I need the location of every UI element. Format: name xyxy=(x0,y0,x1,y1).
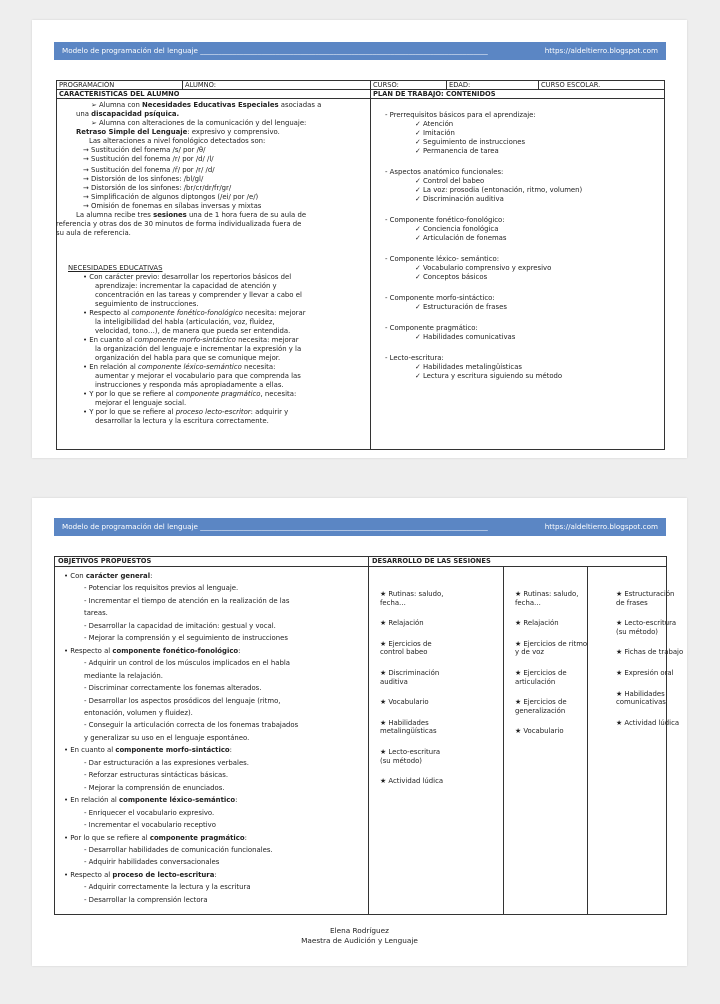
session-item: ★ Actividad lúdica xyxy=(616,718,680,727)
session-item: ★ Rutinas: saludo, fecha… xyxy=(515,590,579,607)
alteracion-item: → Sustitución del fonema /ř/ por /r/ /d/ xyxy=(83,166,215,174)
session-column-2 xyxy=(515,590,587,736)
session-item: ★ Vocabulario xyxy=(380,698,429,707)
page-1 xyxy=(32,20,687,458)
curso-field[interactable]: CURSO: xyxy=(373,81,399,89)
necesidades-educativas: NECESIDADES EDUCATIVAS • Con carácter previo: desarrollar los repertorios básicos del aprendizaje: incrementar la capacidad de atención y concentración en las tareas y comprender y llevar a cabo el seguimiento de instrucciones. • Respecto al componente fonético-fonológico necesita: mejorar la inteligibilidad del habla (articulación, voz, fluidez, velocidad, tono…), de manera que pueda ser entendida. • En cuanto al componente morfo-sintáctico necesita: mejorar la organización del lenguaje e incrementar la expresión y la organización del habla para que se comunique mejor. • En relación al componente léxico-semántico necesita: aumentar y mejorar el vocabulario para que comprenda las instrucciones y responda más apropiadamente a ellas. • Y por lo que se refiere al componente pragmático, necesita: mejorar el lenguaje social. • Y por lo que se refiere al proceso lecto-escritor: adquirir y desarrollar la lectura y la escritura correctamente. xyxy=(59,264,367,426)
caracteristicas-text: ➢ Alumna con Necesidades Educativas Especiales asociadas a una discapacidad psíquica. ➢ Alumna con alteraciones de la comunicación y del lenguaje: Retraso Simple del Lenguaje: expresivo y comprensivo. Las alteraciones a nivel fonológico detectados son: → Sustitución del fonema /s/ por /θ/ → Sustitución del fonema /r/ por /d/ /l/ → Sustitución del fonema /ř/ por /r/ /d/ → Distorsión de los sinfones: /bl/gl/ → Distorsión de los sinfones: /br/cr/dr/fr/gr/ → Simplificación de algunos diptongos (/ei/ por /e/) → Omisión de fonemas en sílabas inversas y mixtas La alumna recibe tres sesiones una de 1 hora fuera de su aula de referencia y otras dos de 30 minutos de forma individualizada fuera de su aula de referencia. xyxy=(59,101,367,238)
alumno-field[interactable]: ALUMNO: xyxy=(185,81,217,89)
alteracion-item: → Omisión de fonemas en sílabas inversas y mixtas xyxy=(83,202,262,210)
session-item: ★ Rutinas: saludo, fecha… xyxy=(380,590,444,607)
plan-section-title: - Componente pragmático: xyxy=(385,324,478,332)
plan-section-title: - Componente fonético-fonológico: xyxy=(385,216,505,224)
plan-heading: PLAN DE TRABAJO: CONTENIDOS xyxy=(373,90,496,98)
alteracion-item: → Simplificación de algunos diptongos (/ei/ por /e/) xyxy=(83,193,259,201)
programacion-label: PROGRAMACIÓN xyxy=(59,81,115,89)
header-title: Modelo de programación del lenguaje xyxy=(62,522,198,531)
session-item: ★ Ejercicios de ritmo y de voz xyxy=(515,639,587,657)
page-2 xyxy=(32,498,687,966)
plan-section-title: - Aspectos anatómico funcionales: xyxy=(385,168,504,176)
signature-name: Elena Rodríguez xyxy=(330,926,389,935)
session-item: ★ Estructuración de frases xyxy=(616,590,675,607)
alteracion-item: → Distorsión de los sinfones: /br/cr/dr/fr/gr/ xyxy=(83,184,232,192)
session-item: ★ Ejercicios de articulación xyxy=(515,668,567,686)
curso-escolar-field[interactable]: CURSO ESCOLAR. xyxy=(541,81,601,89)
objetivos-heading: OBJETIVOS PROPUESTOS xyxy=(58,557,152,565)
session-column-1 xyxy=(380,590,500,786)
session-item: ★ Habilidades metalingüísticas xyxy=(380,718,437,736)
session-item: ★ Ejercicios de generalización xyxy=(515,698,567,715)
edad-field[interactable]: EDAD: xyxy=(449,81,471,89)
session-item: ★ Expresión oral xyxy=(616,668,674,677)
objetivos-list: • Con carácter general: - Potenciar los requisitos previos al lenguaje. - Incrementar el tiempo de atención en la realización de las tareas. - Desarrollar la capacidad de imitación: gestual y vocal. - Mejorar la comprensión y el seguimiento de instrucciones • Respecto al componente fonético-fonológico: - Adquirir un control de los músculos implicados en el habla mediante la relajación. - Discriminar correctamente los fonemas alterados. - Desarrollar los aspectos prosódicos del lenguaje (ritmo, entonación, volumen y fluidez). - Conseguir la articulación correcta de los fonemas trabajados y generalizar su uso en el lenguaje espontáneo. • En cuanto al componente morfo-sintáctico: - Dar estructuración a las expresiones verbales. - Reforzar estructuras sintácticas básicas. - Mejorar la comprensión de enunciados. • En relación al componente léxico-semántico: - Enriquecer el vocabulario expresivo. - Incrementar el vocabulario receptivo • Por lo que se refiere al componente pragmático: - Desarrollar habilidades de comunicación funcionales. - Adquirir habilidades conversacionales • Respecto al proceso de lecto-escritura: - Adquirir correctamente la lectura y la escritura - Desarrollar la comprensión lectora xyxy=(64,572,299,904)
page-header-bar: Modelo de programación del lenguaje ________________________________________________________________________________ https://aldeltierro.blogspot.com xyxy=(54,42,666,60)
session-item: ★ Lecto-escritura (su método) xyxy=(616,619,677,636)
session-item: ★ Ejercicios de control babeo xyxy=(380,639,432,657)
plan-section-title: - Componente morfo-sintáctico: xyxy=(385,294,495,302)
session-item: ★ Relajación xyxy=(380,619,424,628)
session-item: ★ Relajación xyxy=(515,619,559,628)
plan-contenidos: - Prerrequisitos básicos para el aprendizaje: ✓ Atención ✓ Imitación ✓ Seguimiento de instrucciones ✓ Permanencia de tarea - Aspectos anatómico funcionales: ✓ Control del babeo ✓ La voz: prosodia (entonación, ritmo, volumen) ✓ Discriminación auditiva - Componente fonético-fonológico: ✓ Conciencia fonológica ✓ Articulación de fonemas - Componente léxico- semántico: ✓ Vocabulario comprensivo y expresivo ✓ Conceptos básicos - Componente morfo-sintáctico: ✓ Estructuración de frases - Componente pragmático: ✓ Habilidades comunicativas - Lecto-escritura: ✓ Habilidades metalingüísticas ✓ Lectura y escritura siguiendo su método xyxy=(385,111,663,381)
header-title: Modelo de programación del lenguaje xyxy=(62,46,198,55)
plan-section-title: - Prerrequisitos básicos para el aprendizaje: xyxy=(385,111,536,119)
session-item: ★ Discriminación auditiva xyxy=(380,668,440,686)
necesidades-heading: NECESIDADES EDUCATIVAS xyxy=(68,264,163,272)
session-item: ★ Vocabulario xyxy=(515,727,564,736)
plan-section-title: - Lecto-escritura: xyxy=(385,354,444,362)
caracteristicas-heading: CARACTERISTICAS DEL ALUMNO xyxy=(59,90,180,98)
session-item: ★ Fichas de trabajo xyxy=(616,648,684,657)
page-header-bar: Modelo de programación del lenguaje ________________________________________________________________________________ https://aldeltierro.blogspot.com xyxy=(54,518,666,536)
session-column-3 xyxy=(616,590,684,727)
alteracion-item: → Sustitución del fonema /s/ por /θ/ xyxy=(83,146,206,154)
plan-section-title: - Componente léxico- semántico: xyxy=(385,255,500,263)
header-url[interactable]: https://aldeltierro.blogspot.com xyxy=(544,522,658,531)
session-item: ★ Actividad lúdica xyxy=(380,777,444,786)
alteracion-item: → Distorsión de los sinfones: /bl/gl/ xyxy=(83,175,204,183)
session-item: ★ Habilidades comunicativas xyxy=(616,689,666,707)
sesiones-heading: DESARROLLO DE LAS SESIONES xyxy=(372,557,491,565)
alteracion-item: → Sustitución del fonema /r/ por /d/ /l/ xyxy=(83,155,214,163)
signature-role: Maestra de Audición y Lenguaje xyxy=(301,936,418,945)
header-url[interactable]: https://aldeltierro.blogspot.com xyxy=(544,46,658,55)
session-item: ★ Lecto-escritura (su método) xyxy=(380,747,441,765)
